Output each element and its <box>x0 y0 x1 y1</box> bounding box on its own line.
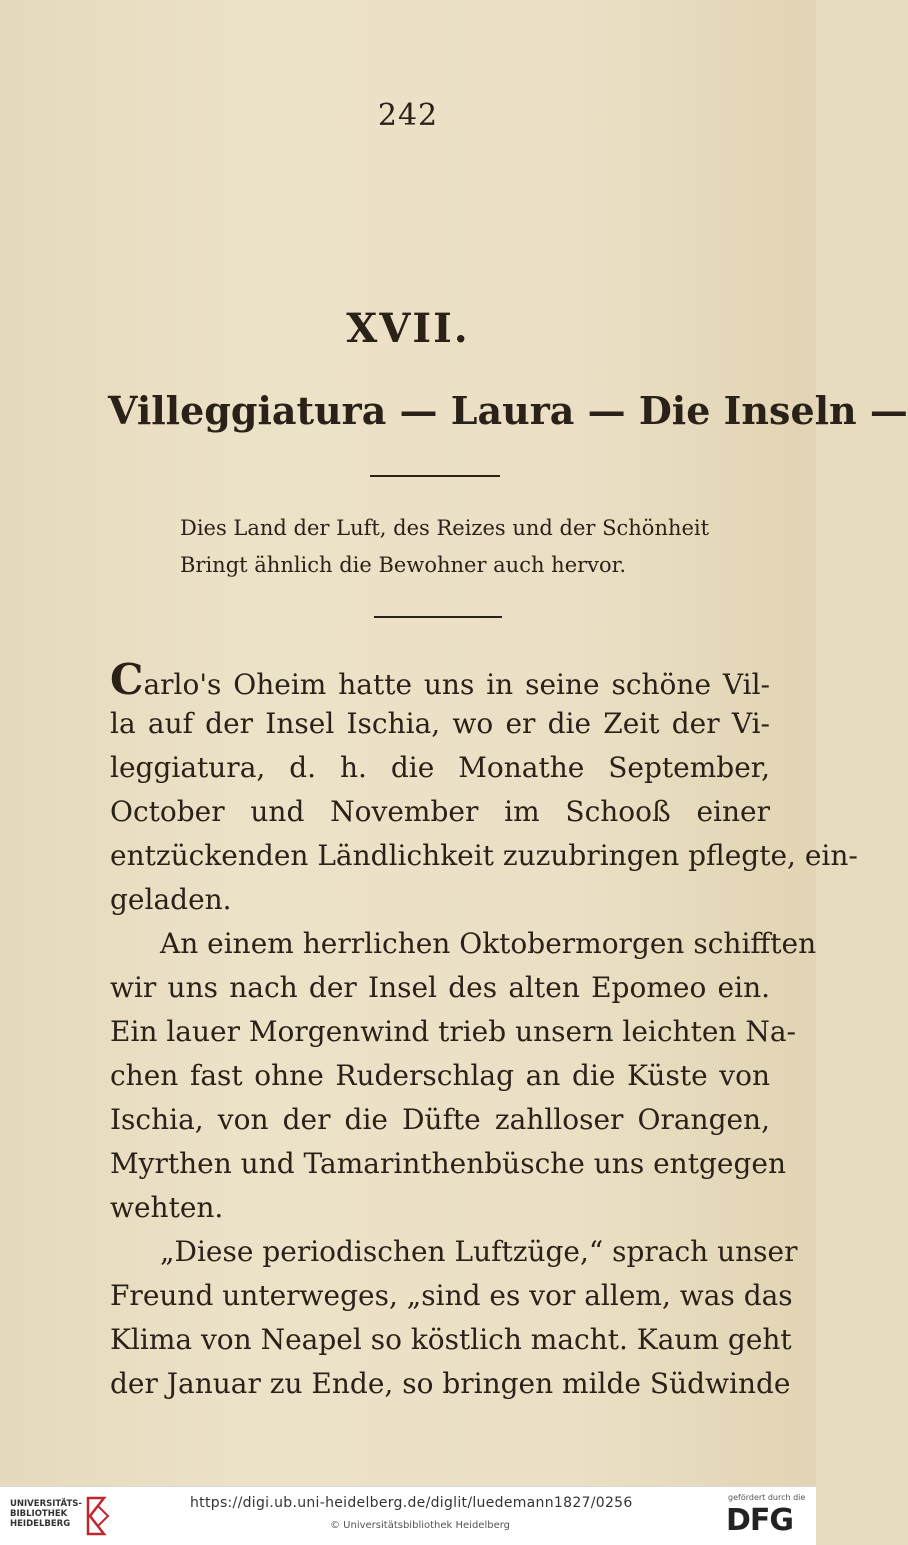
divider-rule-bottom <box>374 616 502 618</box>
text-line: Myrthen und Tamarinthenbüsche uns entgegen <box>110 1147 786 1180</box>
text-line: Ein lauer Morgenwind trieb unsern leichten Na- <box>110 1015 796 1048</box>
initial-letter: C <box>110 655 144 704</box>
text-line: wehten. <box>110 1191 224 1224</box>
text-line <box>110 655 770 704</box>
university-name-line: HEIDELBERG <box>10 1519 71 1529</box>
text-line: la auf der Insel Ischia, wo er die Zeit der Vi- <box>110 707 770 740</box>
epigraph-line: Dies Land der Luft, des Reizes und der Schönheit <box>180 516 710 540</box>
university-library-name <box>10 1499 85 1529</box>
chapter-title: Villeggiatura — Laura — Die Inseln — <box>108 388 908 433</box>
text-line: chen fast ohne Ruderschlag an die Küste von <box>110 1059 770 1092</box>
copyright-notice: © Universitätsbibliothek Heidelberg <box>330 1520 511 1531</box>
text-line: leggiatura, d. h. die Monathe September, <box>110 751 770 784</box>
text-line: October und November im Schooß einer <box>110 795 770 828</box>
page-number: 242 <box>377 98 439 133</box>
text-line: „Diese periodischen Luftzüge,“ sprach unser <box>160 1235 798 1268</box>
text-line: An einem herrlichen Oktobermorgen schifften <box>160 927 817 960</box>
funding-label: gefördert durch die <box>728 1493 806 1502</box>
text-line: entzückenden Ländlichkeit zuzubringen pflegte, ein- <box>110 839 858 872</box>
divider-rule-top <box>370 475 500 477</box>
text-line-rest: arlo's Oheim hatte uns in seine schöne Vil- <box>143 668 770 701</box>
viewer-footer <box>0 1486 816 1545</box>
text-line: geladen. <box>110 883 232 916</box>
text-line: Ischia, von der die Düfte zahlloser Orangen, <box>110 1103 770 1136</box>
chapter-heading: XVII. <box>346 305 470 352</box>
text-line: wir uns nach der Insel des alten Epomeo ein. <box>110 971 770 1004</box>
permalink-url[interactable]: https://digi.ub.uni-heidelberg.de/diglit/luedemann1827/0256 <box>190 1495 633 1511</box>
university-name-line: UNIVERSITÄTS- <box>10 1499 82 1509</box>
university-name-line: BIBLIOTHEK <box>10 1509 68 1519</box>
text-line: Freund unterweges, „sind es vor allem, was das <box>110 1279 793 1312</box>
university-logo-icon <box>84 1494 112 1538</box>
text-line: der Januar zu Ende, so bringen milde Südwinde <box>110 1367 791 1400</box>
epigraph-line: Bringt ähnlich die Bewohner auch hervor. <box>180 553 627 577</box>
dfg-logo: DFG <box>726 1503 794 1538</box>
text-line: Klima von Neapel so köstlich macht. Kaum geht <box>110 1323 792 1356</box>
